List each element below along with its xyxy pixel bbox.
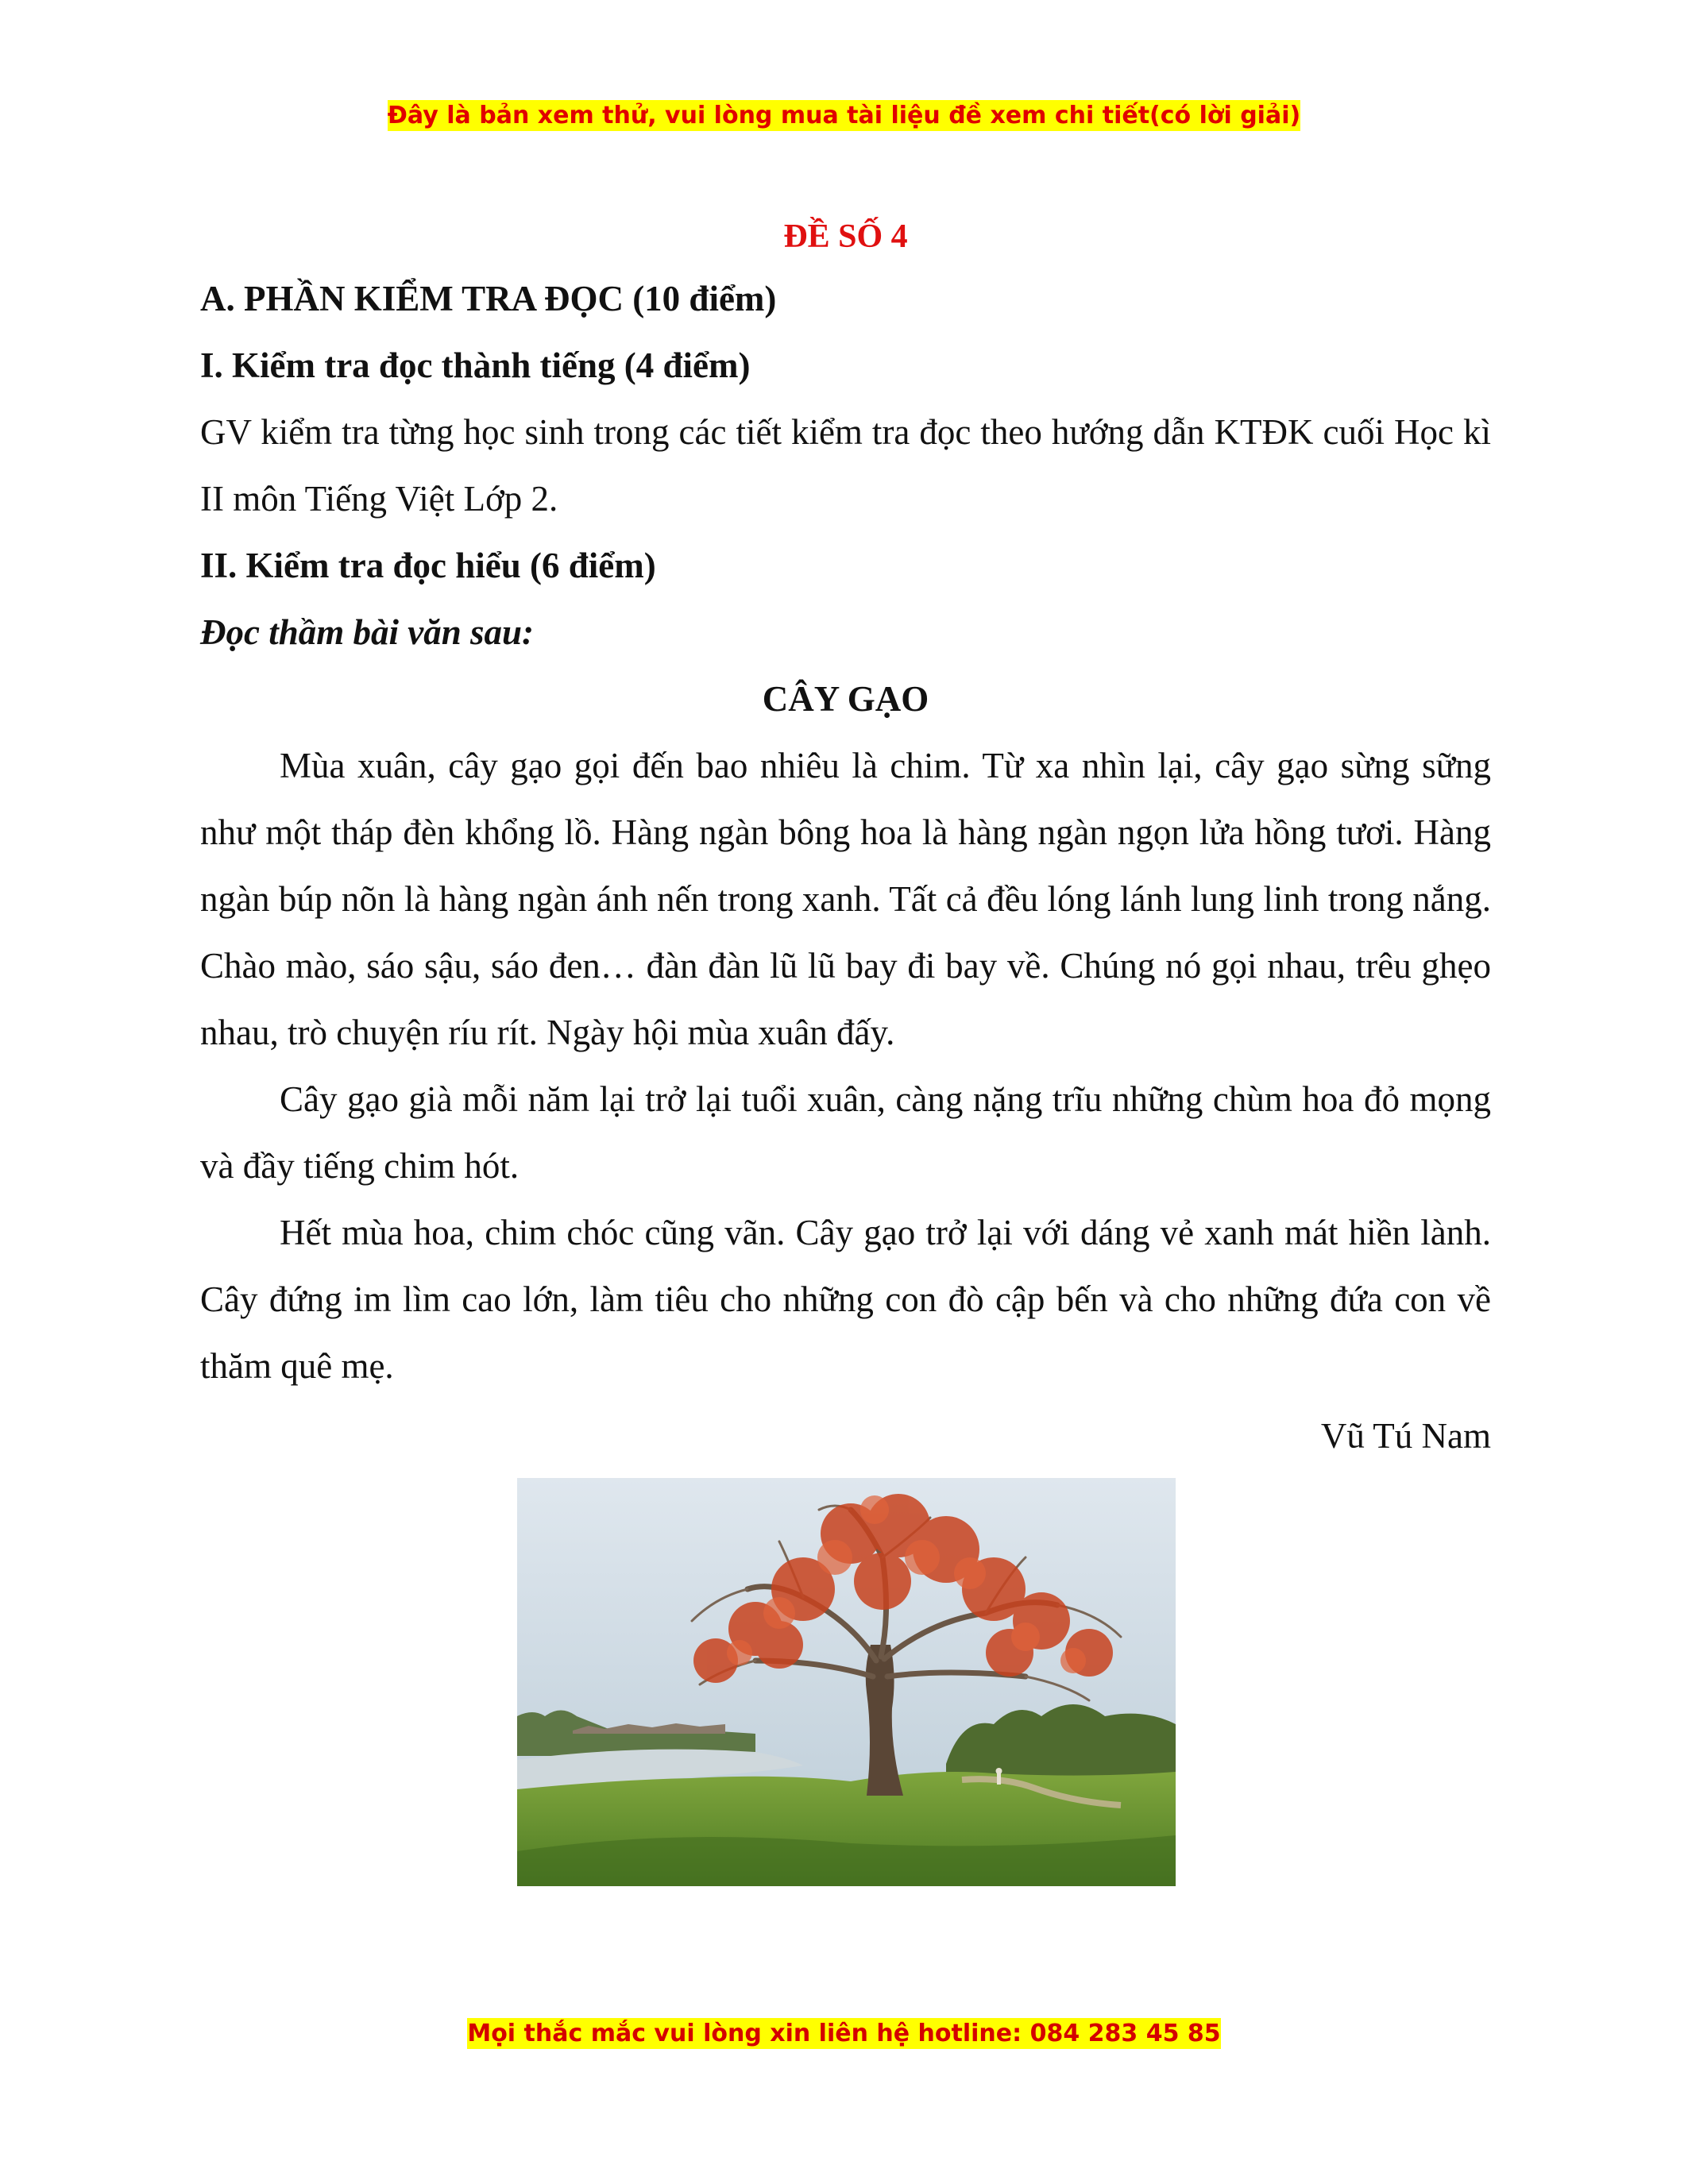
cotton-tree-photo [517, 1478, 1176, 1886]
story-paragraph: Cây gạo già mỗi năm lại trở lại tuổi xuân, càng nặng trĩu những chùm hoa đỏ mọng và đầy tiếng chim hót. [200, 1079, 1491, 1186]
hotline-notice-banner [0, 2020, 1688, 2047]
part-2-heading: II. Kiểm tra đọc hiểu (6 điểm) [200, 546, 656, 585]
document-body [200, 208, 1491, 1469]
story-paragraph: Hết mùa hoa, chim chóc cũng vãn. Cây gạo trở lại với dáng vẻ xanh mát hiền lành. Cây đứng im lìm cao lớn, làm tiêu cho những con đò cập bến và cho những đứa con về thăm quê mẹ. [200, 1213, 1491, 1386]
story-paragraph: Mùa xuân, cây gạo gọi đến bao nhiêu là chim. Từ xa nhìn lại, cây gạo sừng sững như một tháp đèn khổng lồ. Hàng ngàn bông hoa là hàng ngàn ngọn lửa hồng tươi. Hàng ngàn búp nõn là hàng ngàn ánh nến trong xanh. Tất cả đều lóng lánh lung linh trong nắng. Chào mào, sáo sậu, sáo đen… đàn đàn lũ lũ bay đi bay về. Chúng nó gọi nhau, trêu ghẹo nhau, trò chuyện ríu rít. Ngày hội mùa xuân đấy. [200, 746, 1491, 1052]
story-author: Vũ Tú Nam [1320, 1416, 1491, 1456]
preview-notice-banner [0, 102, 1688, 129]
preview-notice-text: Đây là bản xem thử, vui lòng mua tài liệu đề xem chi tiết(có lời giải) [387, 102, 1301, 129]
part-1-heading: I. Kiểm tra đọc thành tiếng (4 điểm) [200, 345, 751, 385]
story-title: CÂY GẠO [762, 679, 929, 719]
hotline-notice-text: Mọi thắc mắc vui lòng xin liên hệ hotline: 084 283 45 85 [467, 2020, 1221, 2047]
section-a-heading: A. PHẦN KIỂM TRA ĐỌC (10 điểm) [200, 279, 777, 318]
exam-title: ĐỀ SỐ 4 [783, 218, 908, 255]
reading-instruction: Đọc thầm bài văn sau: [200, 612, 535, 652]
part-1-text: GV kiểm tra từng học sinh trong các tiết kiểm tra đọc theo hướng dẫn KTĐK cuối Học kì II môn Tiếng Việt Lớp 2. [200, 412, 1491, 519]
